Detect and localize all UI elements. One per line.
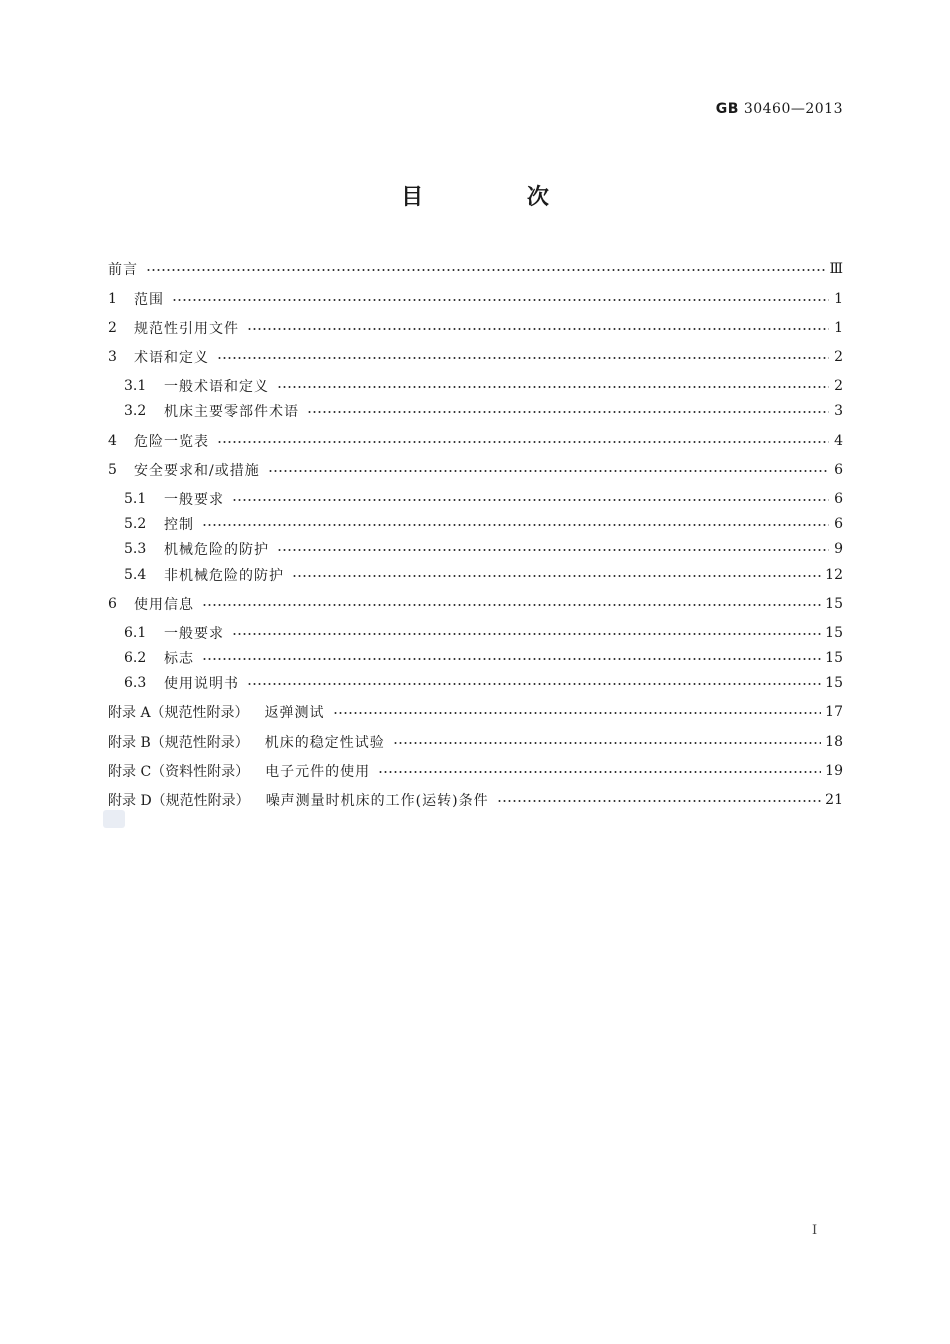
- standard-code: 30460—2013: [743, 101, 843, 117]
- toc-entry-number: 3: [108, 349, 117, 365]
- toc-entry-number: 6: [108, 596, 117, 612]
- toc-entry-label: 机床的稳定性试验: [264, 735, 385, 751]
- toc-entry-page: 15: [825, 675, 843, 691]
- toc-dot-leader: [202, 512, 829, 536]
- toc-dot-leader: [268, 458, 829, 482]
- toc-entry-number: 5.1: [124, 491, 147, 507]
- toc-entry-label: 标志: [164, 651, 194, 667]
- toc-entry[interactable]: [124, 621, 843, 645]
- toc-entry[interactable]: [108, 345, 843, 369]
- toc-dot-leader: [393, 730, 821, 754]
- toc-entry-label: 一般要求: [164, 626, 224, 642]
- toc-entry-page: 9: [834, 541, 843, 557]
- toc-dot-leader: [247, 671, 821, 695]
- standard-number: [716, 101, 843, 117]
- toc-entry[interactable]: [108, 287, 843, 311]
- toc-entry-number: 附录 C（资料性附录）: [108, 764, 250, 780]
- toc-entry-page: 17: [825, 704, 843, 720]
- toc-dot-leader: [378, 759, 821, 783]
- toc-entry-label: 机床主要零部件术语: [164, 404, 299, 420]
- toc-entry-number: 5.2: [124, 516, 147, 532]
- toc-entry-label: 噪声测量时机床的工作(运转)条件: [265, 793, 489, 809]
- toc-entry-label: 控制: [164, 517, 194, 533]
- toc-entry-page: 15: [825, 596, 843, 612]
- toc-dot-leader: [202, 592, 821, 616]
- toc-entry-page: 6: [834, 516, 843, 532]
- toc-entry-page: 6: [834, 491, 843, 507]
- toc-dot-leader: [277, 537, 829, 561]
- toc-entry-label: 电子元件的使用: [265, 764, 371, 780]
- toc-entry-page: 15: [825, 650, 843, 666]
- toc-entry-label: 术语和定义: [134, 350, 209, 366]
- toc-dot-leader: [217, 429, 829, 453]
- toc-entry[interactable]: [108, 316, 843, 340]
- toc-entry-number: 附录 B（规范性附录）: [108, 735, 249, 751]
- toc-dot-leader: [146, 257, 825, 281]
- toc-entry-number: 2: [108, 320, 117, 336]
- toc-entry-page: 1: [834, 291, 843, 307]
- toc-entry[interactable]: [108, 730, 843, 754]
- toc-entry-label: 安全要求和/或措施: [134, 463, 260, 479]
- standard-prefix: GB: [715, 101, 739, 117]
- toc-entry[interactable]: [108, 759, 843, 783]
- toc-entry-page: 21: [825, 792, 843, 808]
- toc-entry-number: 附录 D（规范性附录）: [108, 793, 250, 809]
- toc-dot-leader: [202, 646, 821, 670]
- toc-dot-leader: [307, 399, 829, 423]
- toc-entry[interactable]: [124, 646, 843, 670]
- toc-entry-label: 返弹测试: [264, 705, 325, 721]
- toc-dot-leader: [172, 287, 829, 311]
- toc-entry-label: 使用信息: [134, 597, 194, 613]
- toc-entry-page: 19: [825, 763, 843, 779]
- sac-watermark-logo: [103, 810, 125, 828]
- toc-entry-page: 15: [825, 625, 843, 641]
- toc-entry-number: 3.1: [124, 378, 147, 394]
- toc-dot-leader: [232, 621, 821, 645]
- toc-dot-leader: [292, 563, 821, 587]
- toc-entry-page: 2: [834, 378, 843, 394]
- toc-dot-leader: [277, 374, 829, 398]
- toc-dot-leader: [217, 345, 829, 369]
- page-title: 目 次: [401, 185, 597, 210]
- toc-entry-number: 6.1: [124, 625, 147, 641]
- toc-entry[interactable]: [108, 458, 843, 482]
- toc-entry[interactable]: [124, 671, 843, 695]
- toc-entry-page: Ⅲ: [829, 261, 843, 277]
- toc-entry[interactable]: [124, 487, 843, 511]
- toc-entry-label: 使用说明书: [164, 676, 239, 692]
- toc-entry-number: 6.3: [124, 675, 147, 691]
- toc-entry-label: 机械危险的防护: [164, 542, 269, 558]
- toc-entry-number: 3.2: [124, 403, 147, 419]
- toc-entry-number: 4: [108, 433, 117, 449]
- toc-dot-leader: [232, 487, 829, 511]
- footer-page-number: I: [812, 1223, 818, 1238]
- toc-entry-label: 规范性引用文件: [134, 321, 239, 337]
- toc-entry-label: 危险一览表: [134, 434, 209, 450]
- toc-entry-number: 1: [108, 291, 117, 307]
- toc-entry[interactable]: [124, 563, 843, 587]
- toc-dot-leader: [247, 316, 829, 340]
- toc-entry-page: 2: [834, 349, 843, 365]
- toc-entry[interactable]: [108, 257, 843, 281]
- toc-entry[interactable]: [124, 374, 843, 398]
- toc-entry[interactable]: [108, 788, 843, 812]
- toc-entry[interactable]: [108, 429, 843, 453]
- toc-entry-page: 1: [834, 320, 843, 336]
- toc-entry-page: 3: [834, 403, 843, 419]
- toc-entry-page: 4: [834, 433, 843, 449]
- toc-entry-page: 18: [825, 734, 843, 750]
- toc-dot-leader: [497, 788, 822, 812]
- toc-dot-leader: [333, 700, 822, 724]
- toc-entry[interactable]: [124, 512, 843, 536]
- toc-entry-label: 前言: [108, 262, 138, 278]
- toc-entry-number: 附录 A（规范性附录）: [108, 705, 249, 721]
- toc-entry[interactable]: [124, 537, 843, 561]
- toc-entry[interactable]: [108, 592, 843, 616]
- toc-entry-number: 6.2: [124, 650, 147, 666]
- toc-entry-label: 非机械危险的防护: [164, 568, 284, 584]
- toc-entry-number: 5: [108, 462, 117, 478]
- toc-entry-number: 5.4: [124, 567, 147, 583]
- toc-entry-page: 12: [825, 567, 843, 583]
- toc-entry[interactable]: [108, 700, 843, 724]
- toc-entry-label: 一般术语和定义: [164, 379, 269, 395]
- toc-entry-page: 6: [834, 462, 843, 478]
- toc-entry-number: 5.3: [124, 541, 147, 557]
- toc-entry-label: 范围: [134, 292, 164, 308]
- toc-entry-label: 一般要求: [164, 492, 224, 508]
- toc-entry[interactable]: [124, 399, 843, 423]
